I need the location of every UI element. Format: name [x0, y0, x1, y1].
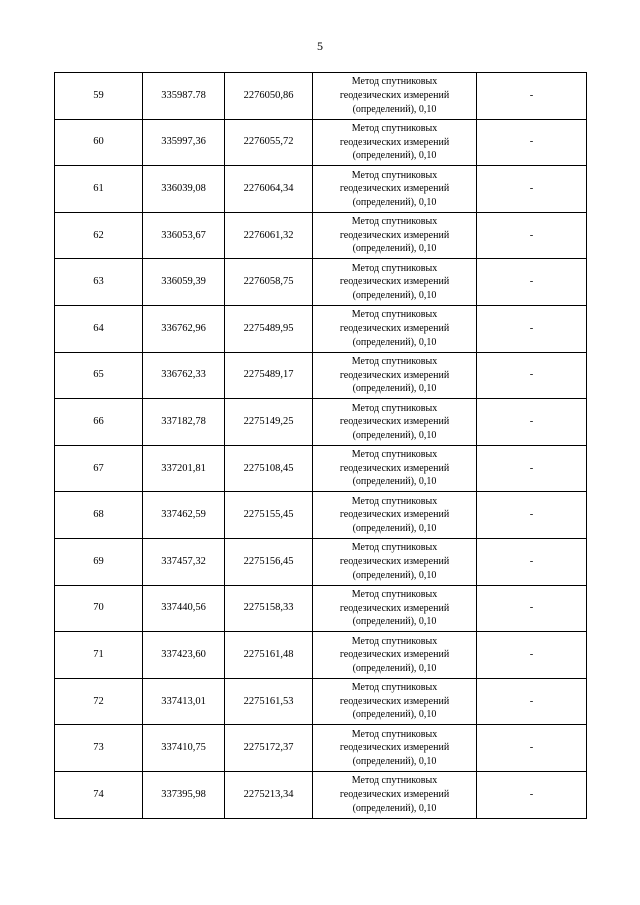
method-text-line: (определений), 0,10: [352, 289, 437, 301]
y-coordinate-cell: 2275155,45: [225, 492, 313, 539]
y-coordinate-cell: 2275156,45: [225, 538, 313, 585]
y-coordinate-cell: 2275161,48: [225, 632, 313, 679]
method-text-line: (определений), 0,10: [352, 336, 437, 348]
method-cell: [313, 73, 477, 120]
method-text-line: геодезических измерений: [339, 742, 450, 754]
x-coordinate-cell: 337182,78: [143, 399, 225, 446]
method-text-line: (определений), 0,10: [352, 616, 437, 628]
point-number-cell: 68: [55, 492, 143, 539]
y-coordinate-cell: 2276058,75: [225, 259, 313, 306]
table-row: [55, 725, 587, 772]
x-coordinate-cell: 336053,67: [143, 212, 225, 259]
description-cell: -: [477, 492, 587, 539]
x-coordinate-cell: 337395,98: [143, 771, 225, 818]
point-number-cell: 64: [55, 305, 143, 352]
method-cell: [313, 305, 477, 352]
method-cell: [313, 259, 477, 306]
method-text-line: Метод спутниковых: [351, 495, 438, 507]
method-text-line: (определений), 0,10: [352, 522, 437, 534]
y-coordinate-cell: 2276061,32: [225, 212, 313, 259]
y-coordinate-cell: 2276055,72: [225, 119, 313, 166]
x-coordinate-cell: 336762,96: [143, 305, 225, 352]
table-row: [55, 399, 587, 446]
y-coordinate-cell: 2275489,17: [225, 352, 313, 399]
method-text-line: геодезических измерений: [339, 369, 450, 381]
table-row: [55, 771, 587, 818]
x-coordinate-cell: 337423,60: [143, 632, 225, 679]
point-number-cell: 61: [55, 166, 143, 213]
point-number-cell: 71: [55, 632, 143, 679]
point-number-cell: 72: [55, 678, 143, 725]
x-coordinate-cell: 337201,81: [143, 445, 225, 492]
y-coordinate-cell: 2276050,86: [225, 73, 313, 120]
method-text-line: (определений), 0,10: [352, 196, 437, 208]
y-coordinate-cell: 2275161,53: [225, 678, 313, 725]
method-text-line: геодезических измерений: [339, 462, 450, 474]
method-text-line: Метод спутниковых: [351, 123, 438, 134]
table-row: [55, 632, 587, 679]
method-text-line: Метод спутниковых: [351, 728, 438, 740]
y-coordinate-cell: 2275149,25: [225, 399, 313, 446]
description-cell: -: [477, 119, 587, 166]
method-cell: [313, 585, 477, 632]
method-cell: [313, 678, 477, 725]
method-text-line: геодезических измерений: [339, 229, 450, 241]
method-text-line: Метод спутниковых: [351, 402, 438, 414]
point-number-cell: 65: [55, 352, 143, 399]
method-text-line: Метод спутниковых: [351, 216, 438, 228]
method-text-line: Метод спутниковых: [351, 775, 438, 787]
method-cell: [313, 399, 477, 446]
method-text-line: Метод спутниковых: [351, 355, 438, 367]
method-text-line: геодезических измерений: [339, 649, 450, 661]
description-cell: -: [477, 445, 587, 492]
x-coordinate-cell: 337440,56: [143, 585, 225, 632]
method-text-line: геодезических измерений: [339, 322, 450, 334]
table-row: [55, 585, 587, 632]
point-number-cell: 69: [55, 538, 143, 585]
description-cell: -: [477, 259, 587, 306]
method-text-line: (определений), 0,10: [352, 150, 437, 162]
method-text-line: геодезических измерений: [339, 183, 450, 195]
method-text-line: геодезических измерений: [339, 276, 450, 288]
point-number-cell: 59: [55, 73, 143, 120]
point-number-cell: 63: [55, 259, 143, 306]
method-cell: [313, 212, 477, 259]
method-text-line: геодезических измерений: [339, 136, 450, 148]
method-cell: [313, 352, 477, 399]
point-number-cell: 62: [55, 212, 143, 259]
x-coordinate-cell: 335987.78: [143, 73, 225, 120]
method-text-line: (определений), 0,10: [352, 802, 437, 814]
x-coordinate-cell: 336762,33: [143, 352, 225, 399]
description-cell: -: [477, 632, 587, 679]
table-row: [55, 166, 587, 213]
method-cell: [313, 771, 477, 818]
method-cell: [313, 166, 477, 213]
x-coordinate-cell: 337457,32: [143, 538, 225, 585]
x-coordinate-cell: 335997,36: [143, 119, 225, 166]
table-row: [55, 212, 587, 259]
method-cell: [313, 492, 477, 539]
description-cell: -: [477, 678, 587, 725]
method-text-line: (определений), 0,10: [352, 383, 437, 395]
table-row: [55, 678, 587, 725]
table-row: [55, 445, 587, 492]
method-cell: [313, 445, 477, 492]
coordinates-table: [54, 72, 587, 819]
point-number-cell: 74: [55, 771, 143, 818]
method-text-line: (определений), 0,10: [352, 709, 437, 721]
method-text-line: геодезических измерений: [339, 555, 450, 567]
method-cell: [313, 538, 477, 585]
point-number-cell: 70: [55, 585, 143, 632]
x-coordinate-cell: 336059,39: [143, 259, 225, 306]
method-text-line: Метод спутниковых: [351, 635, 438, 647]
x-coordinate-cell: 337410,75: [143, 725, 225, 772]
method-text-line: геодезических измерений: [339, 695, 450, 707]
method-text-line: геодезических измерений: [339, 416, 450, 428]
method-text-line: Метод спутниковых: [351, 542, 438, 554]
y-coordinate-cell: 2275158,33: [225, 585, 313, 632]
point-number-cell: 66: [55, 399, 143, 446]
method-text-line: (определений), 0,10: [352, 662, 437, 674]
method-text-line: Метод спутниковых: [351, 262, 438, 274]
table-row: [55, 305, 587, 352]
table-row: [55, 119, 587, 166]
description-cell: -: [477, 73, 587, 120]
description-cell: -: [477, 166, 587, 213]
description-cell: -: [477, 212, 587, 259]
y-coordinate-cell: 2275489,95: [225, 305, 313, 352]
table-row: [55, 352, 587, 399]
table-row: [55, 73, 587, 120]
point-number-cell: 67: [55, 445, 143, 492]
description-cell: -: [477, 305, 587, 352]
x-coordinate-cell: 337413,01: [143, 678, 225, 725]
x-coordinate-cell: 336039,08: [143, 166, 225, 213]
method-text-line: Метод спутниковых: [351, 682, 438, 694]
point-number-cell: 60: [55, 119, 143, 166]
method-text-line: Метод спутниковых: [351, 588, 438, 600]
method-text-line: Метод спутниковых: [351, 169, 438, 181]
method-text-line: (определений), 0,10: [352, 476, 437, 488]
method-text-line: геодезических измерений: [339, 602, 450, 614]
method-text-line: Метод спутниковых: [351, 449, 438, 461]
method-text-line: (определений), 0,10: [352, 569, 437, 581]
y-coordinate-cell: 2275172,37: [225, 725, 313, 772]
description-cell: -: [477, 771, 587, 818]
method-text-line: (определений), 0,10: [352, 243, 437, 255]
description-cell: -: [477, 538, 587, 585]
method-cell: [313, 119, 477, 166]
method-text-line: Метод спутниковых: [351, 309, 438, 321]
table-row: [55, 259, 587, 306]
table-body: [55, 73, 587, 819]
x-coordinate-cell: 337462,59: [143, 492, 225, 539]
method-text-line: (определений), 0,10: [352, 429, 437, 441]
y-coordinate-cell: 2276064,34: [225, 166, 313, 213]
method-text-line: Метод спутниковых: [351, 76, 438, 88]
method-text-line: (определений), 0,10: [352, 755, 437, 767]
description-cell: -: [477, 399, 587, 446]
method-text-line: геодезических измерений: [339, 509, 450, 521]
y-coordinate-cell: 2275108,45: [225, 445, 313, 492]
method-cell: [313, 632, 477, 679]
method-text-line: (определений), 0,10: [352, 103, 437, 115]
table-row: [55, 492, 587, 539]
point-number-cell: 73: [55, 725, 143, 772]
description-cell: -: [477, 352, 587, 399]
page-number: 5: [317, 39, 323, 53]
method-text-line: геодезических измерений: [339, 788, 450, 800]
method-text-line: геодезических измерений: [339, 90, 450, 101]
description-cell: -: [477, 585, 587, 632]
table-row: [55, 538, 587, 585]
y-coordinate-cell: 2275213,34: [225, 771, 313, 818]
method-cell: [313, 725, 477, 772]
description-cell: -: [477, 725, 587, 772]
